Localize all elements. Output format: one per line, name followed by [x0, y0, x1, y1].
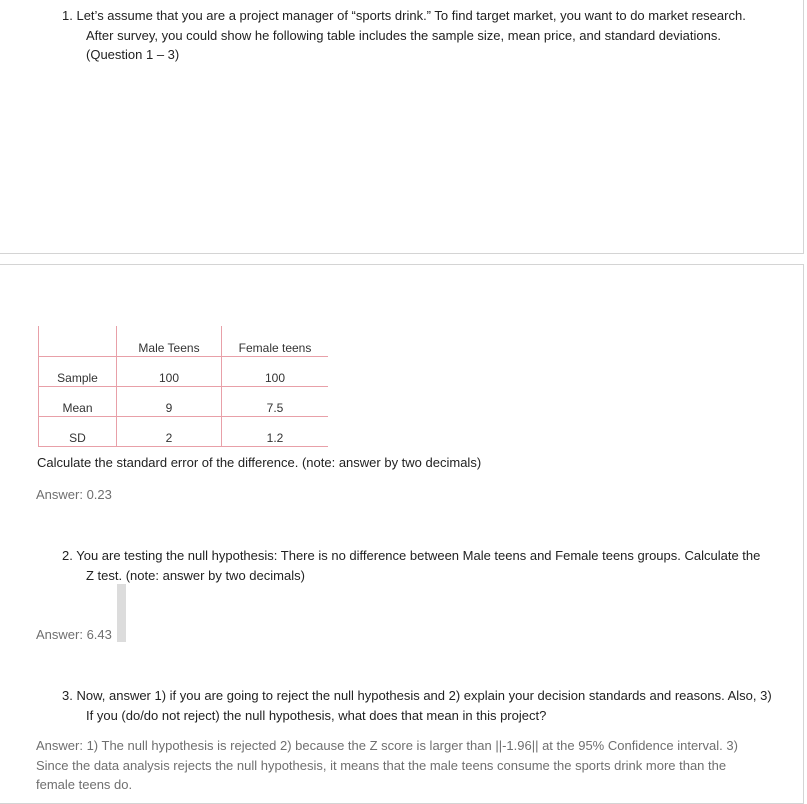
- answer-2: Answer: 6.43: [36, 627, 112, 642]
- question-2: [62, 546, 762, 585]
- question-2-text: You are testing the null hypothesis: There is no difference between Male teens and Female teens groups. Calculate the Z test. (note: answer by two decimals): [76, 548, 761, 583]
- answer-3: Answer: 1) The null hypothesis is rejected 2) because the Z score is larger than ||-1.96|| at the 95% Confidence interval. 3) Since the data analysis rejects the null hypothesis, it means that the male teens consume the sports drink more than the female teens do.: [36, 738, 738, 792]
- row-label: Mean: [39, 387, 117, 417]
- row-label: Sample: [39, 357, 117, 387]
- question-1: [62, 6, 752, 65]
- question-1-number: 1.: [62, 8, 73, 23]
- question-2-number: 2.: [62, 548, 73, 563]
- table-header-cell: Female teens: [222, 326, 329, 357]
- table-cell: 9: [117, 387, 222, 417]
- question-1-text: Let’s assume that you are a project manager of “sports drink.” To find target market, you want to do market research. After survey, you could show he following table includes the sample size, mean price, and standard deviations. (Question 1 – 3): [76, 8, 746, 62]
- question-3-text: Now, answer 1) if you are going to reject the null hypothesis and 2) explain your decision standards and reasons. Also, 3) If you (do/do not reject) the null hypothesis, what does that mean in this project?: [76, 688, 772, 723]
- table-row: [39, 417, 329, 447]
- table-cell: 7.5: [222, 387, 329, 417]
- data-table: [38, 326, 328, 447]
- table-header-row: [39, 326, 329, 357]
- table-cell: 100: [222, 357, 329, 387]
- table-row: [39, 387, 329, 417]
- table-cell: 2: [117, 417, 222, 447]
- text-cursor-bar: [117, 584, 126, 642]
- table-cell: 100: [117, 357, 222, 387]
- row-label: SD: [39, 417, 117, 447]
- table-cell: 1.2: [222, 417, 329, 447]
- question-3: [62, 686, 782, 725]
- prompt-1: Calculate the standard error of the difference. (note: answer by two decimals): [37, 455, 482, 470]
- table-header-cell: [39, 326, 117, 357]
- table-row: [39, 357, 329, 387]
- answer-1: Answer: 0.23: [36, 487, 112, 502]
- table-header-cell: Male Teens: [117, 326, 222, 357]
- question-3-number: 3.: [62, 688, 73, 703]
